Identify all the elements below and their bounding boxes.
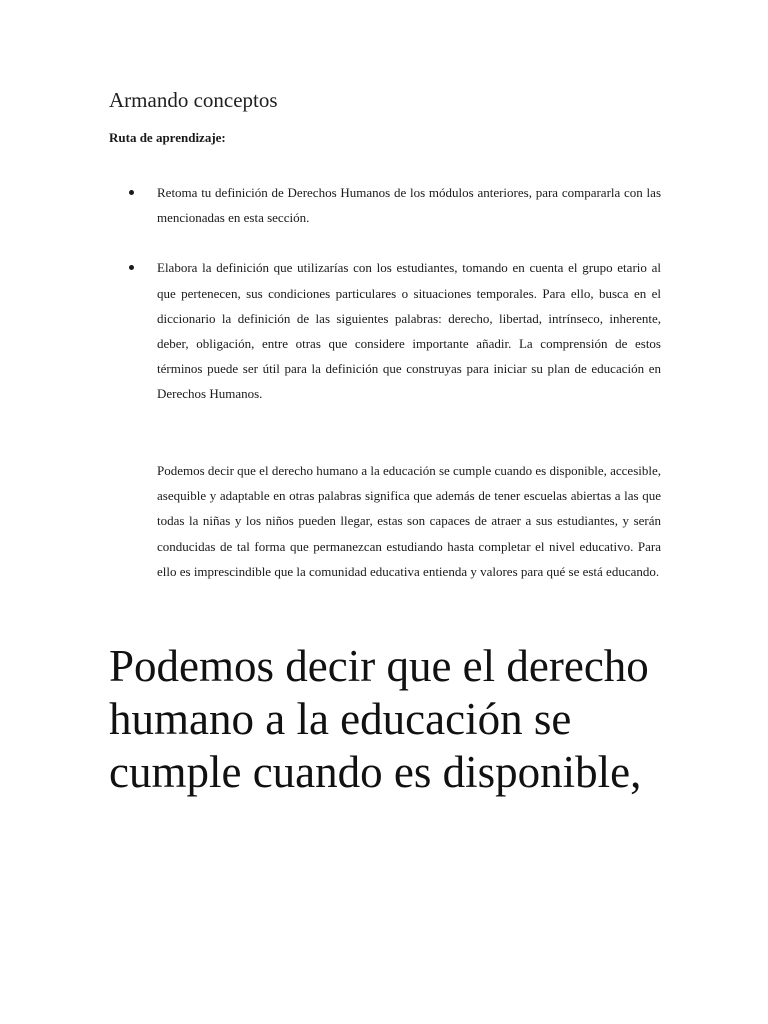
list-item [109, 180, 661, 230]
bullet-text: Elabora la definición que utilizarías con los estudiantes, tomando en cuenta el grupo etario al que pertenecen, sus condiciones particulares o situaciones temporales. Para ello, busca en el diccionario la definición de las siguientes palabras: derecho, libertad, intrínseco, inherente, deber, obligación, entre otras que considere importante añadir. La comprensión de estos términos puede ser útil para la definición que construyas para iniciar su plan de educación en Derechos Humanos. [157, 260, 661, 402]
bullet-text: Retoma tu definición de Derechos Humanos de los módulos anteriores, para compararla con las mencionadas en esta sección. [157, 185, 661, 226]
page-title: Armando conceptos [109, 88, 278, 112]
bullet-icon [129, 190, 134, 195]
list-item [109, 255, 661, 406]
bullet-icon [129, 265, 134, 270]
section-subtitle: Ruta de aprendizaje: [109, 130, 226, 145]
bullet-list [109, 180, 661, 432]
body-paragraph: Podemos decir que el derecho humano a la educación se cumple cuando es disponible, accesible, asequible y adaptable en otras palabras significa que además de tener escuelas abiertas a las que todas la niñas y los niños pueden llegar, estas son capaces de atraer a sus estudiantes, y serán conducidas de tal forma que permanezcan estudiando hasta completar el nivel educativo. Para ello es imprescindible que la comunidad educativa entienda y valores para qué se está educando. [157, 463, 661, 579]
highlighted-quote: Podemos decir que el derecho humano a la educación se cumple cuando es disponible, [109, 641, 649, 797]
